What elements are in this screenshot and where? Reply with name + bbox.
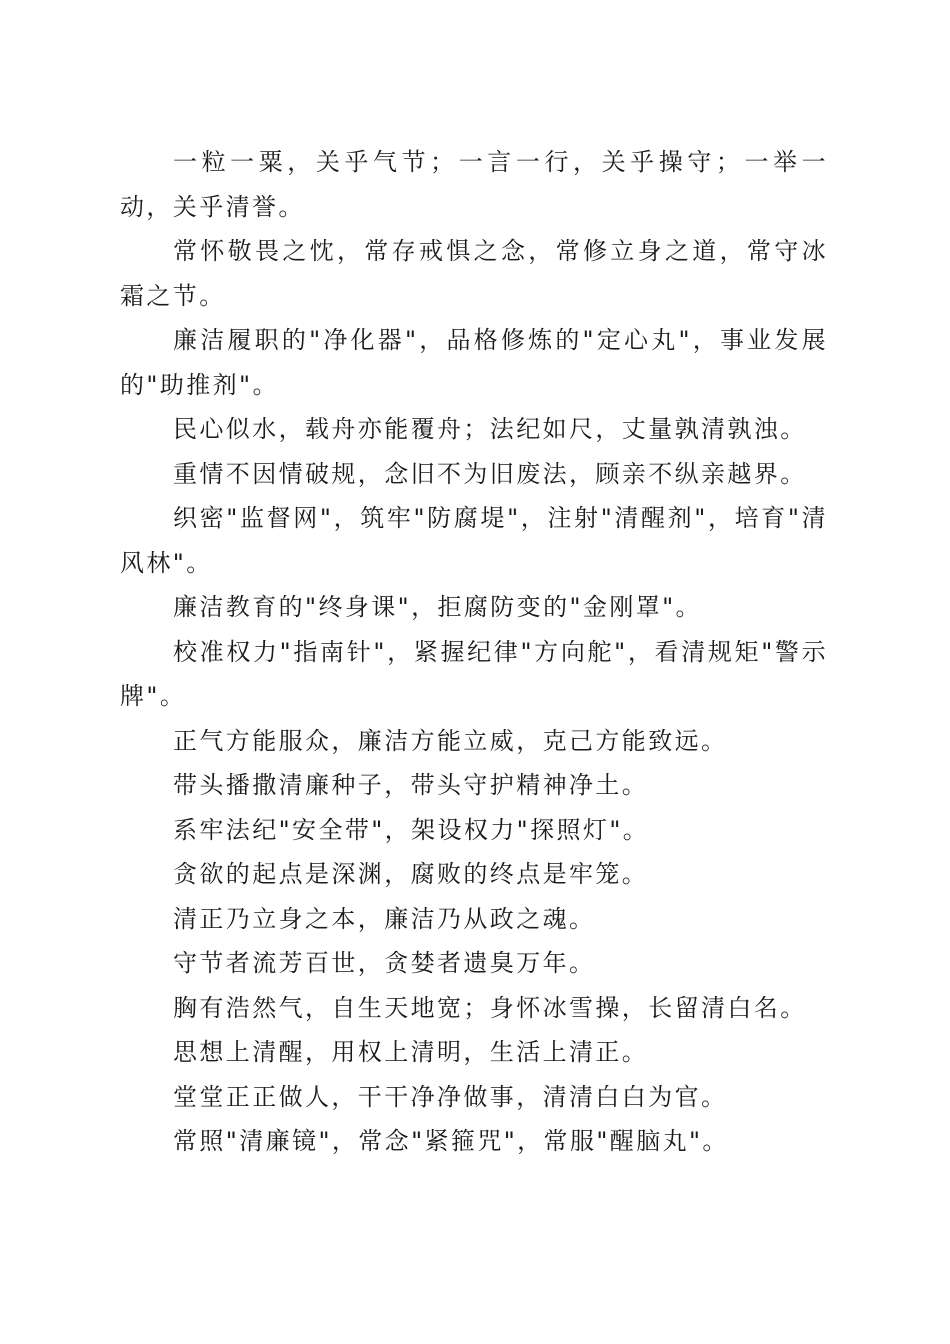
paragraph-15: 胸有浩然气，自生天地宽；身怀冰雪操，长留清白名。 xyxy=(173,993,807,1022)
paragraph-18: 常照"清廉镜"，常念"紧箍咒"，常服"醒脑丸"。 xyxy=(173,1127,729,1155)
paragraph-4: 民心似水，载舟亦能覆舟；法纪如尺，丈量孰清孰浊。 xyxy=(173,415,807,443)
paragraph-10: 带头播撒清廉种子，带头守护精神净土。 xyxy=(173,771,649,799)
paragraph-2: 常怀敬畏之忱，常存戒惧之念，常修立身之道，常守冰霜之节。 xyxy=(120,237,828,310)
paragraph-3: 廉洁履职的"净化器"，品格修炼的"定心丸"，事业发展的"助推剂"。 xyxy=(120,326,828,399)
paragraph-7: 廉洁教育的"终身课"，拒腐防变的"金刚罩"。 xyxy=(173,593,702,621)
paragraph-11: 系牢法纪"安全带"，架设权力"探照灯"。 xyxy=(173,815,650,844)
paragraph-13: 清正乃立身之本，廉洁乃从政之魂。 xyxy=(173,904,596,933)
paragraph-8: 校准权力"指南针"，紧握纪律"方向舵"，看清规矩"警示牌"。 xyxy=(120,637,828,710)
document-body xyxy=(120,140,828,1164)
paragraph-16: 思想上清醒，用权上清明，生活上清正。 xyxy=(173,1038,649,1066)
paragraph-5: 重情不因情破规，念旧不为旧废法，顾亲不纵亲越界。 xyxy=(173,459,807,488)
paragraph-1: 一粒一粟，关乎气节；一言一行，关乎操守；一举一动，关乎清誉。 xyxy=(120,148,828,221)
paragraph-14: 守节者流芳百世，贪婪者遗臭万年。 xyxy=(173,949,596,977)
paragraph-17: 堂堂正正做人，干干净净做事，清清白白为官。 xyxy=(173,1082,728,1111)
paragraph-9: 正气方能服众，廉洁方能立威，克己方能致远。 xyxy=(173,726,728,755)
paragraph-12: 贪欲的起点是深渊，腐败的终点是牢笼。 xyxy=(173,860,649,888)
paragraph-6: 织密"监督网"，筑牢"防腐堤"，注射"清醒剂"，培育"清风林"。 xyxy=(120,504,828,577)
